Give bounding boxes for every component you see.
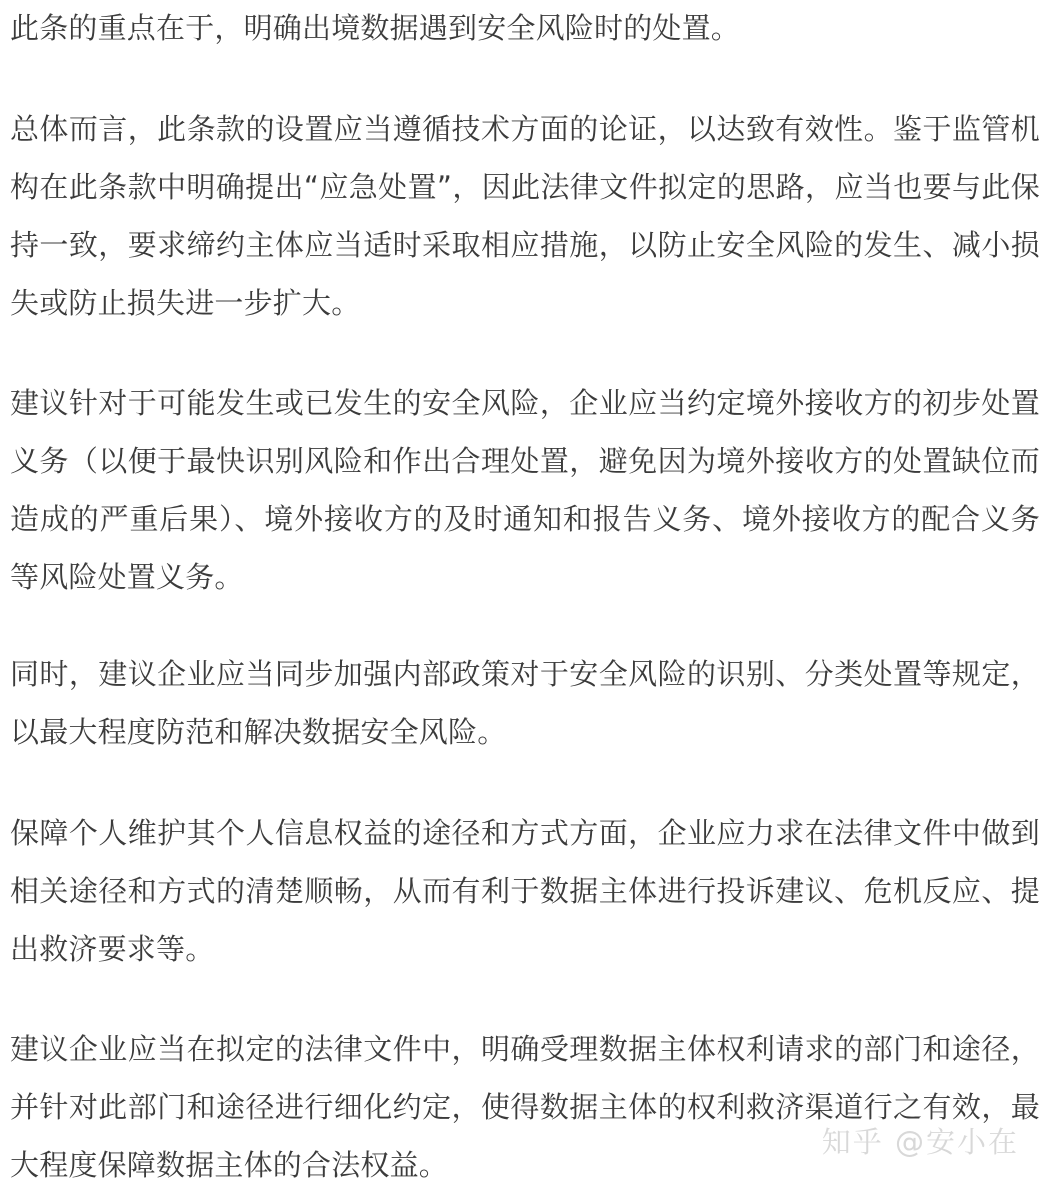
paragraph-2: 总体而言，此条款的设置应当遵循技术方面的论证，以达致有效性。鉴于监管机构在此条款中明确提出“应急处置”，因此法律文件拟定的思路，应当也要与此保持一致，要求缔约主体应当适时采取相应措施，以防止安全风险的发生、减小损失或防止损失进一步扩大。	[10, 112, 1040, 320]
paragraph-1: 此条的重点在于，明确出境数据遇到安全风险时的处置。	[10, 11, 741, 45]
paragraph-4: 同时，建议企业应当同步加强内部政策对于安全风险的识别、分类处置等规定，以最大程度防范和解决数据安全风险。	[10, 657, 1040, 749]
zhihu-watermark: 知乎 @安小在	[821, 1125, 1019, 1159]
paragraph-5: 保障个人维护其个人信息权益的途径和方式方面，企业应力求在法律文件中做到相关途径和方式的清楚顺畅，从而有利于数据主体进行投诉建议、危机反应、提出救济要求等。	[10, 816, 1040, 966]
paragraph-6: 建议企业应当在拟定的法律文件中，明确受理数据主体权利请求的部门和途径，并针对此部门和途径进行细化约定，使得数据主体的权利救济渠道行之有效，最大程度保障数据主体的合法权益。	[10, 1032, 1040, 1182]
paragraph-3: 建议针对于可能发生或已发生的安全风险，企业应当约定境外接收方的初步处置义务（以便于最快识别风险和作出合理处置，避免因为境外接收方的处置缺位而造成的严重后果）、境外接收方的及时通知和报告义务、境外接收方的配合义务等风险处置义务。	[10, 386, 1040, 594]
